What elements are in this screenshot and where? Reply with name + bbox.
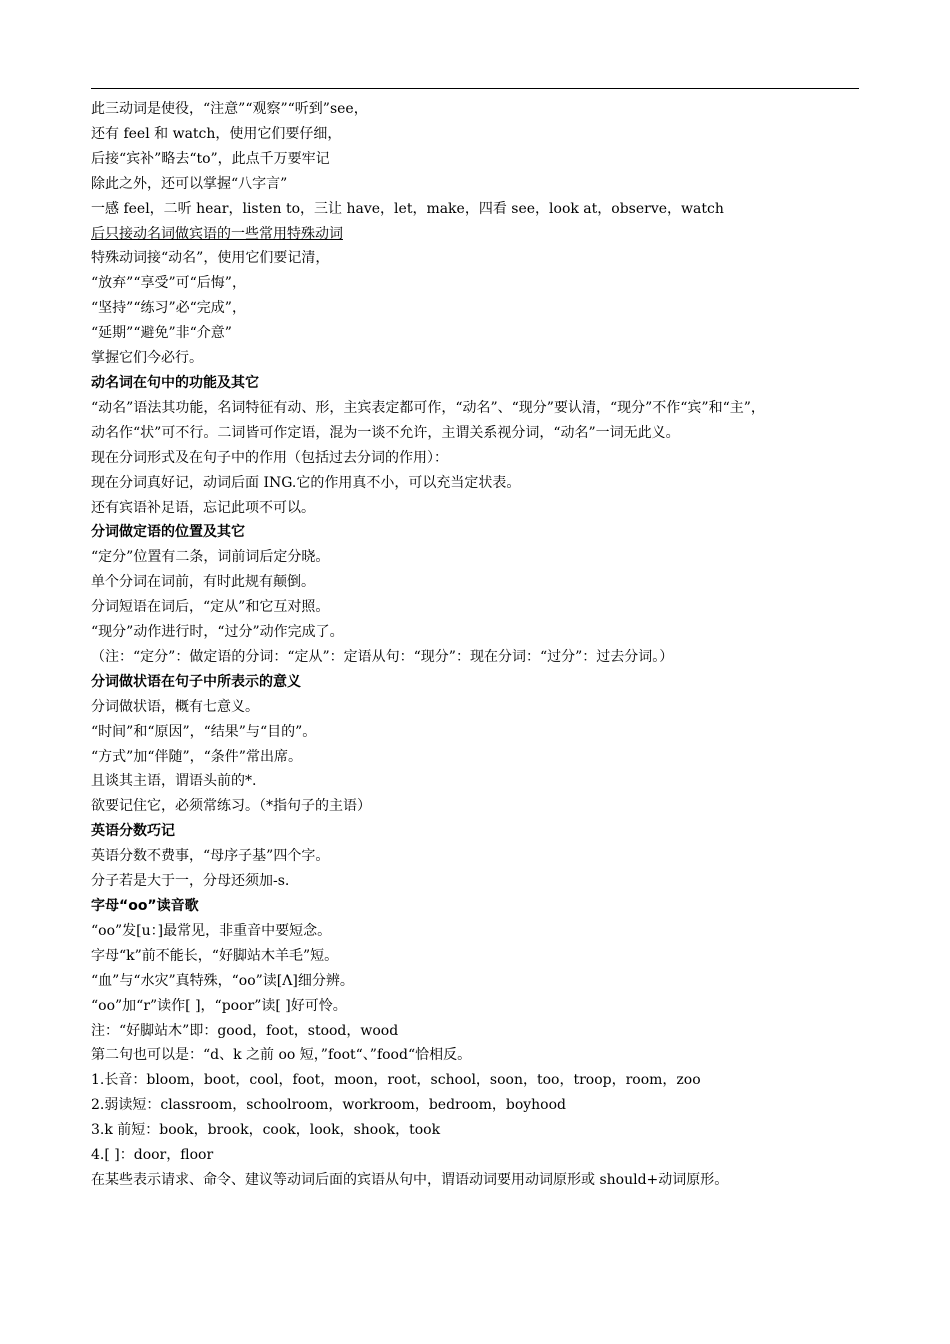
text-line: 3.k 前短：book，brook，cook，look，shook，took xyxy=(91,1122,441,1139)
text-line: 后接“宾补”略去“to”，此点千万要牢记 xyxy=(91,150,330,167)
document-body xyxy=(91,97,859,1193)
section-heading: 动名词在句中的功能及其它 xyxy=(91,374,259,391)
text-line: “血”与“水灾”真特殊，“oo”读[Λ]细分辨。 xyxy=(91,972,354,989)
text-line: 欲要记住它，必须常练习。（*指句子的主语） xyxy=(91,798,371,815)
text-line: 动名作“状”可不行。二词皆可作定语，混为一谈不允许，主谓关系视分词，“动名”一词无此义。 xyxy=(91,424,680,441)
text-line: 注：“好脚站木”即：good，foot，stood，wood xyxy=(91,1022,399,1039)
section-heading: 英语分数巧记 xyxy=(91,823,175,840)
text-line: 第二句也可以是：“d、k 之前 oo 短，”foot“、”food“恰相反。 xyxy=(91,1047,472,1064)
text-line: “放弃”“享受”可“后悔”， xyxy=(91,275,246,292)
text-line: 现在分词形式及在句子中的作用（包括过去分词的作用）： xyxy=(91,449,448,466)
text-line: 现在分词真好记，动词后面 ING.它的作用真不小，可以充当定状表。 xyxy=(91,474,521,491)
section-heading: 分词做状语在句子中所表示的意义 xyxy=(91,673,301,690)
text-line: “坚持”“练习”必“完成”， xyxy=(91,300,246,317)
text-line: “定分”位置有二条，词前词后定分晓。 xyxy=(91,549,330,566)
text-line: 单个分词在词前，有时此规有颠倒。 xyxy=(91,574,315,591)
text-line: 还有宾语补足语，忘记此项不可以。 xyxy=(91,499,315,516)
text-line: 分词短语在词后，“定从”和它互对照。 xyxy=(91,599,330,616)
text-line: “动名”语法其功能，名词特征有动、形，主宾表定都可作，“动名”、“现分”要认清，“现分”不作“宾”和“主”， xyxy=(91,399,765,416)
text-line: 掌握它们今必行。 xyxy=(91,350,203,367)
text-line: 还有 feel 和 watch，使用它们要仔细， xyxy=(91,125,342,142)
text-line: “方式”加“伴随”，“条件”常出席。 xyxy=(91,748,302,765)
text-line: 字母“k”前不能长，“好脚站木羊毛”短。 xyxy=(91,947,339,964)
text-line: “oo”加“r”读作[ ]，“poor”读[ ]好可怜。 xyxy=(91,997,347,1014)
text-line: “现分”动作进行时，“过分”动作完成了。 xyxy=(91,624,344,641)
text-line: 在某些表示请求、命令、建议等动词后面的宾语从句中，谓语动词要用动词原形或 should+动词原形。 xyxy=(91,1171,729,1188)
section-heading: 字母“oo”读音歌 xyxy=(91,898,199,914)
underlined-subheading: 后只接动名词做宾语的一些常用特殊动词 xyxy=(91,225,343,242)
section-heading: 分词做定语的位置及其它 xyxy=(91,524,245,541)
text-line: （注：“定分”：做定语的分词：“定从”：定语从句：“现分”：现在分词：“过分”：过去分词。） xyxy=(91,648,674,665)
header-rule xyxy=(91,88,859,89)
text-line: 且谈其主语，谓语头前的*. xyxy=(91,773,257,790)
text-line: “延期”“避免”非“介意” xyxy=(91,325,232,342)
text-line: 4.[ ]：door，floor xyxy=(91,1147,214,1164)
text-line: 1.长音：bloom，boot，cool，foot，moon，root，school，soon，too，troop，room，zoo xyxy=(91,1072,701,1089)
text-line: 2.弱读短：classroom，schoolroom，workroom，bedroom，boyhood xyxy=(91,1097,567,1114)
text-line: 一感 feel，二听 hear，listen to，三让 have，let，make，四看 see，look at，observe，watch xyxy=(91,200,724,217)
text-line: 特殊动词接“动名”，使用它们要记清， xyxy=(91,250,330,267)
text-line: “时间”和“原因”，“结果”与“目的”。 xyxy=(91,723,317,740)
text-line: 分词做状语，概有七意义。 xyxy=(91,698,259,715)
text-line: 此三动词是使役，“注意”“观察”“听到”see， xyxy=(91,101,368,117)
text-line: “oo”发[u：]最常见，非重音中要短念。 xyxy=(91,922,332,939)
text-line: 分子若是大于一，分母还须加-s. xyxy=(91,873,290,890)
text-line: 英语分数不费事，“母序子基”四个字。 xyxy=(91,848,330,865)
text-line: 除此之外，还可以掌握“八字言” xyxy=(91,175,288,192)
